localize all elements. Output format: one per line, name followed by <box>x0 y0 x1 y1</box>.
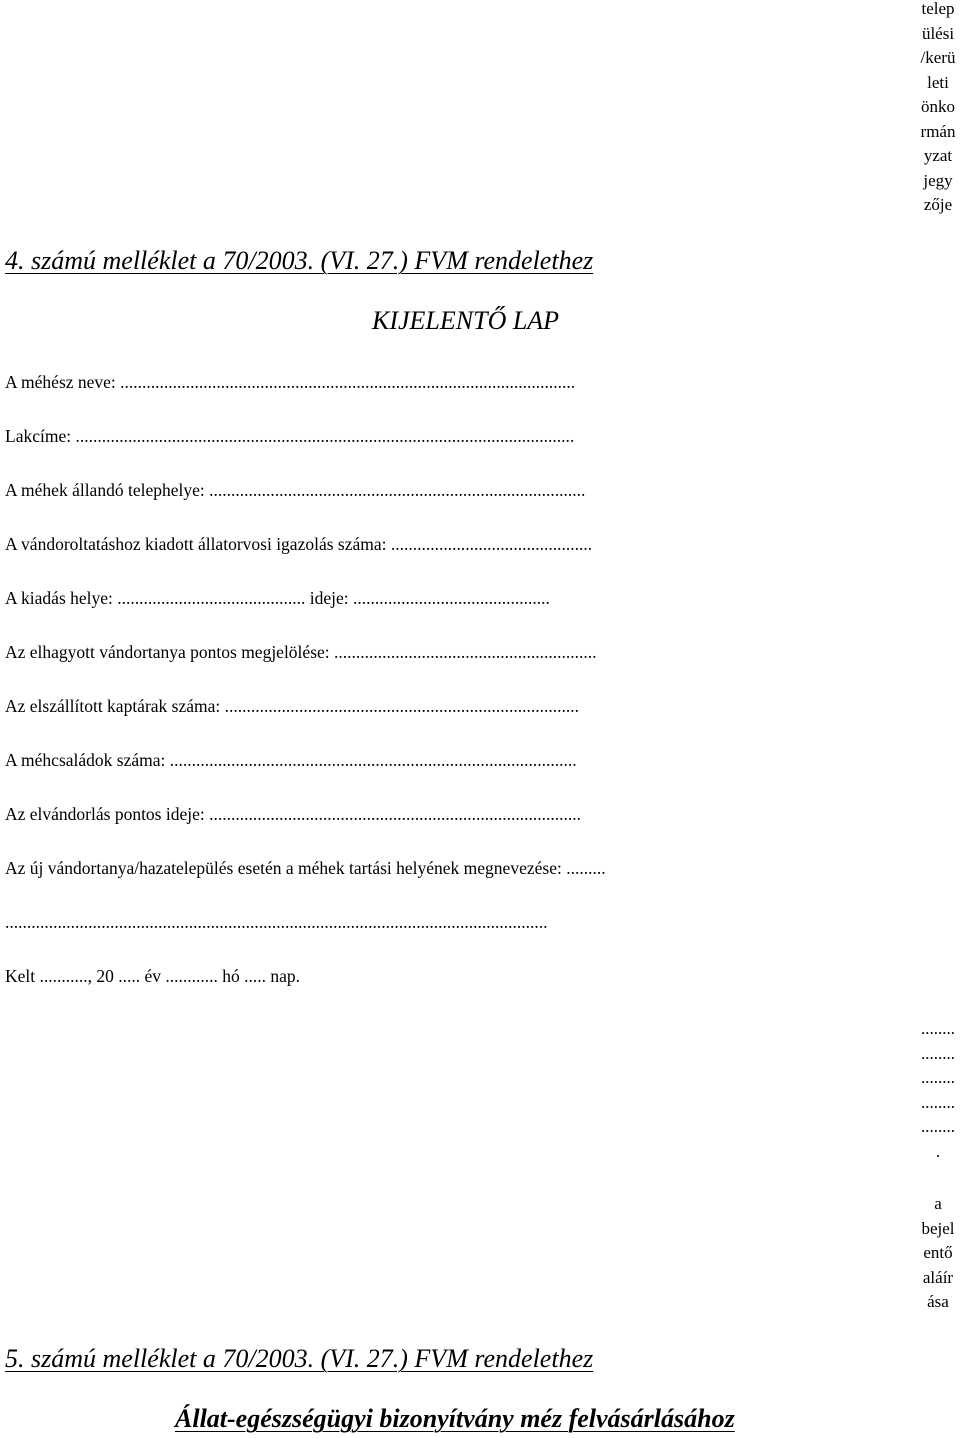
signature-label-line: bejel <box>921 1218 955 1238</box>
signature-label-line: a <box>934 1194 942 1213</box>
top-right-note-line: jegy <box>923 170 953 190</box>
signature-dots-line: ........ <box>921 1043 955 1063</box>
top-right-note-line: telep <box>921 0 955 18</box>
top-right-note-line: /kerü <box>920 48 956 67</box>
signature-label-line: aláír <box>922 1267 954 1287</box>
hives-count-field: Az elszállított kaptárak száma: ................................................................................. <box>5 696 580 716</box>
signature-label <box>917 1192 959 1315</box>
issue-place-date-field: A kiadás helye: ........................................... ideje: ............................................. <box>5 588 550 608</box>
top-right-note-line: leti <box>927 72 949 92</box>
top-right-note-line: önko <box>921 97 955 116</box>
signature-dots-line: ........ <box>921 1019 955 1038</box>
signature-dots-line: ........ <box>921 1068 955 1087</box>
signature-dots-line: . <box>935 1141 941 1161</box>
annex4-title: 4. számú melléklet a 70/2003. (VI. 27.) FVM rendelethez <box>5 246 594 275</box>
annex5-title: 5. számú melléklet a 70/2003. (VI. 27.) FVM rendelethez <box>5 1344 594 1373</box>
address-field: Lakcíme: .................................................................................................................. <box>5 426 575 446</box>
top-right-note-line: ülési <box>921 23 955 43</box>
top-right-note-line: rmán <box>920 121 956 141</box>
date-line: Kelt ..........., 20 ..... év ............ hó ..... nap. <box>5 966 301 986</box>
signature-dots <box>917 1017 959 1164</box>
departure-time-field: Az elvándorlás pontos ideje: ..................................................................................... <box>5 804 581 824</box>
beekeeper-name-field: A méhész neve: ........................................................................................................ <box>5 372 576 392</box>
signature-dots-line: ........ <box>921 1117 955 1136</box>
annex5-form-title: Állat-egészségügyi bizonyítvány méz felvásárlásához <box>175 1404 735 1433</box>
form-title: KIJELENTŐ LAP <box>372 306 560 335</box>
abandoned-site-field: Az elhagyott vándortanya pontos megjelölése: ............................................................ <box>5 642 597 662</box>
new-site-field: Az új vándortanya/hazatelepülés esetén a méhek tartási helyének megnevezése: ......... <box>5 858 606 878</box>
top-right-note-line: zője <box>923 195 953 214</box>
signature-dots-line: ........ <box>921 1092 955 1112</box>
signature-label-line: entő <box>923 1243 953 1262</box>
colonies-count-field: A méhcsaládok száma: ............................................................................................. <box>5 750 577 770</box>
top-right-note <box>917 0 959 218</box>
signature-label-line: ása <box>927 1292 949 1311</box>
top-right-note-line: yzat <box>923 146 953 165</box>
permanent-site-field: A méhek állandó telephelye: ...................................................................................... <box>5 480 586 500</box>
new-site-continuation-field: ............................................................................................................................ <box>5 912 548 932</box>
vet-certificate-number-field: A vándoroltatáshoz kiadott állatorvosi igazolás száma: .............................................. <box>5 534 593 554</box>
